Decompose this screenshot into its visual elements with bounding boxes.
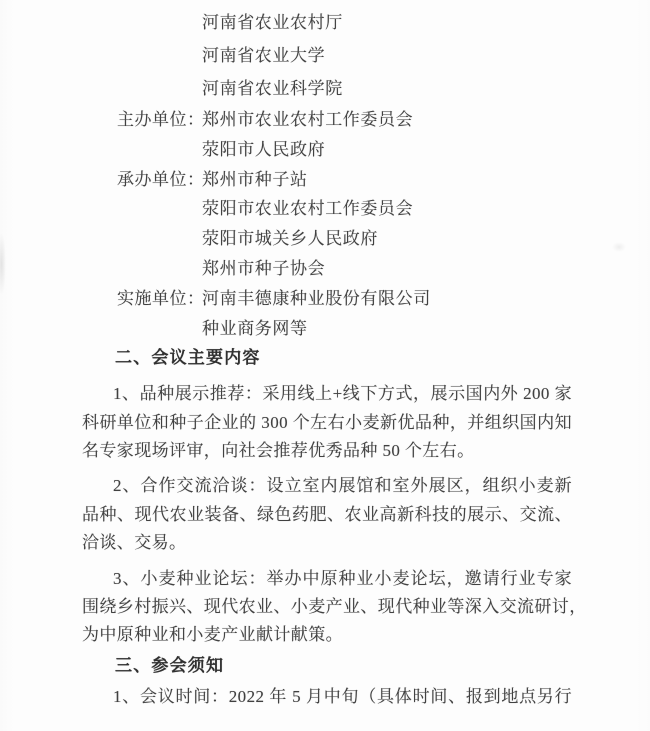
unit-role-label: 主办单位： (117, 110, 205, 129)
notice-line: 1、会议时间：2022 年 5 月中旬（具体时间、报到地点另行 (113, 687, 572, 707)
paragraph-line: 围绕乡村振兴、现代农业、小麦产业、现代种业等深入交流研讨， (82, 596, 587, 616)
unit-line (117, 105, 650, 135)
paragraph-line: 为中原种业和小麦产业献计献策。 (82, 625, 343, 645)
unit-name: 河南省农业大学 (202, 46, 326, 65)
paragraph-line: 品种、现代农业装备、绿色药肥、农业高新科技的展示、交流、 (82, 504, 572, 524)
section-heading-2: 二、会议主要内容 (115, 348, 261, 368)
unit-role-label (117, 194, 202, 224)
unit-name: 郑州市种子协会 (202, 258, 326, 278)
unit-role-label (117, 135, 202, 165)
unit-name: 河南省农业农村厅 (202, 13, 343, 32)
unit-role-label (117, 254, 202, 284)
scan-smudge (0, 232, 6, 296)
unit-role-label (117, 6, 202, 39)
unit-line (117, 72, 650, 105)
unit-name: 郑州市农业农村工作委员会 (202, 110, 414, 129)
unit-role-label (117, 39, 202, 72)
unit-name: 河南省农业科学院 (202, 79, 343, 98)
unit-line (117, 6, 650, 39)
unit-role-label (117, 314, 202, 344)
paragraph-line: 名专家现场评审，向社会推荐优秀品种 50 个左右。 (82, 440, 475, 460)
unit-name: 荥阳市农业农村工作委员会 (202, 199, 414, 219)
paragraph-line: 洽谈、交易。 (82, 533, 187, 553)
paragraph-line: 3、小麦种业论坛：举办中原种业小麦论坛，邀请行业专家 (113, 568, 572, 588)
section-heading-3: 三、参会须知 (115, 655, 225, 675)
unit-line (117, 284, 650, 314)
unit-role-label: 承办单位： (117, 169, 205, 189)
unit-role-label: 实施单位： (117, 288, 205, 308)
paragraph-line: 科研单位和种子企业的 300 个左右小麦新优品种，并组织国内知 (82, 412, 572, 432)
unit-line (117, 135, 650, 165)
unit-role-label (117, 224, 202, 254)
paragraph-line: 2、合作交流洽谈：设立室内展馆和室外展区，组织小麦新 (113, 476, 572, 496)
unit-line (117, 254, 650, 284)
unit-name: 荥阳市人民政府 (202, 139, 326, 159)
unit-line (117, 194, 650, 224)
unit-line (117, 39, 650, 72)
unit-name: 种业商务网等 (202, 318, 308, 338)
unit-name: 荥阳市城关乡人民政府 (202, 229, 378, 249)
paragraph-line: 1、品种展示推荐：采用线上+线下方式，展示国内外 200 家 (113, 384, 572, 404)
unit-line (117, 224, 650, 254)
unit-role-label (117, 72, 202, 105)
unit-name: 河南丰德康种业股份有限公司 (202, 288, 431, 308)
unit-line (117, 165, 650, 195)
unit-name: 郑州市种子站 (202, 169, 308, 189)
unit-line (117, 314, 650, 344)
